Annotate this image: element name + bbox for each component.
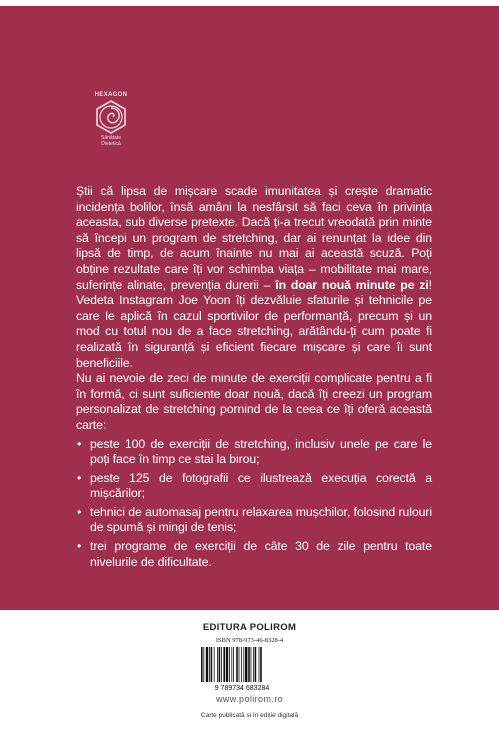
- barcode-bar: [229, 647, 230, 682]
- top-edge: [0, 0, 499, 6]
- publisher-name: EDITURA POLIROM: [202, 622, 297, 633]
- barcode-bar: [221, 647, 222, 682]
- description-p1-tail: ! Vedeta Instagram Joe Yoon îți dezvăluie sfaturile și tehnicile pe care le aplică în cazul sportivilor de performanță, precum și un mod cu totul nou de a face stretching, arătându-ți cum poate fi realizată în siguranță și eficient fiecare mișcare și care îi sunt beneficiile.: [76, 277, 432, 370]
- barcode-bar: [243, 647, 244, 682]
- logo-category-2: Dietetică: [101, 141, 121, 147]
- barcode-bar: [239, 647, 240, 682]
- hexagon-spiral-icon: [94, 100, 128, 134]
- barcode-bar: [214, 647, 215, 682]
- feature-item: • peste 100 de exerciții de stretching, inclusiv unele pe care le poți face în timp ce stai la birou;: [76, 437, 432, 468]
- barcode-bar: [231, 647, 232, 682]
- isbn-barcode: [197, 646, 287, 692]
- barcode-bar: [233, 647, 234, 682]
- description-paragraph-1: [76, 184, 432, 371]
- barcode-bar: [223, 647, 225, 682]
- barcode-bar: [255, 647, 257, 682]
- book-description: [76, 184, 432, 570]
- description-paragraph-2: Nu ai nevoie de zeci de minute de exerciții complicate pentru a fi în formă, ci sunt suficiente doar nouă, dacă îți creezi un program personalizat de stretching pornind de la ceea ce îți oferă această carte:: [76, 371, 432, 432]
- logo-brand: HEXAGON: [94, 92, 128, 98]
- barcode-bar: [251, 647, 252, 682]
- barcode-bar: [245, 647, 247, 682]
- barcode-bar: [260, 647, 262, 682]
- barcode-bar: [226, 647, 228, 682]
- barcode-bar: [206, 647, 208, 682]
- hexagon-series-logo: [91, 92, 131, 147]
- barcode-bar: [203, 647, 204, 682]
- description-p1-text: Știi că lipsa de mișcare scade imunitatea și crește dramatic incidența bolilor, însă amâni la nesfârșit să faci ceva în privința aceasta, sub diverse pretexte. Dacă ți-a trecut vreodată prin minte să începi un program de stretching, dar ai renunțat la idee din lipsă de timp, de acum înainte nu mai ai această scuză. Poți obține rezultate care îți vor schimba viața – mobilitate mai mare, suferințe alinate, prevenția durerii –: [76, 184, 432, 292]
- barcode-bar: [236, 647, 238, 682]
- barcode-bar: [211, 647, 213, 682]
- digital-edition-note: Carte publicată și în ediție digitală: [200, 712, 299, 719]
- features-list: [76, 437, 432, 571]
- barcode-bar: [241, 647, 242, 682]
- barcode-bar: [201, 647, 203, 682]
- publisher-website: www.polirom.ro: [215, 694, 284, 704]
- description-p1-bold: în doar nouă minute pe zi: [275, 277, 429, 292]
- feature-item: • trei programe de exerciții de câte 30 de zile pentru toate nivelurile de dificultate.: [76, 539, 432, 570]
- barcode-bar: [219, 647, 221, 682]
- barcode-bar: [253, 647, 254, 682]
- barcode-bar: [259, 647, 260, 682]
- isbn-number: ISBN 978-973-46-8328-4: [215, 637, 284, 644]
- logo-category-1: Sănătate: [100, 135, 122, 141]
- feature-item: • tehnici de automasaj pentru relaxarea mușchilor, folosind rulouri de spumă și mingi de tenis;: [76, 505, 432, 536]
- barcode-digits: 9 789734 683284: [214, 685, 270, 692]
- feature-item: • peste 125 de fotografii ce ilustrează execuția corectă a mișcărilor;: [76, 471, 432, 502]
- barcode-bar: [248, 647, 250, 682]
- barcode-bar: [209, 647, 210, 682]
- barcode-bar: [217, 647, 218, 682]
